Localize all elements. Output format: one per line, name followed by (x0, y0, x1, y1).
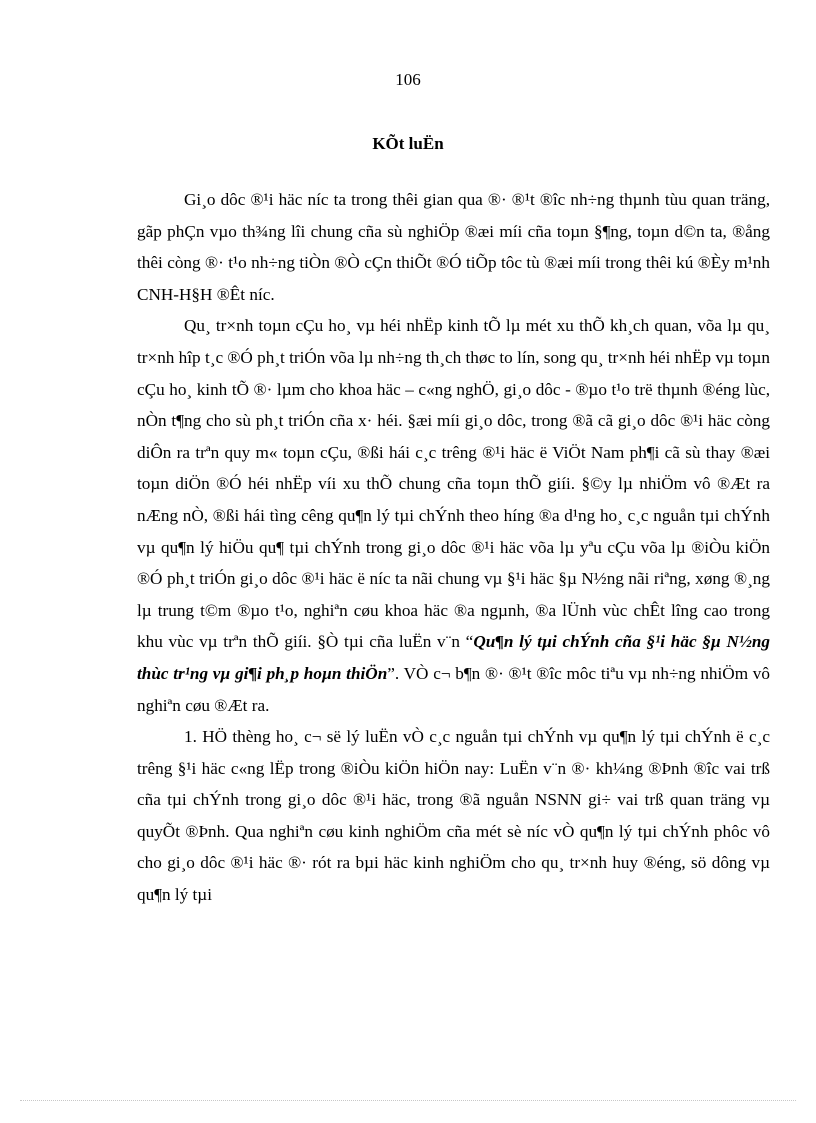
paragraph-2 (137, 310, 770, 721)
page-number: 106 (395, 70, 421, 89)
paragraph-2-text-a: Qu¸ tr×nh toµn cÇu ho¸ vµ héi nhËp kinh tÕ lµ mét xu thÕ kh¸ch quan, võa lµ qu¸ tr×nh hîp t¸c ®Ó ph¸t triÓn võa lµ nh÷ng th¸ch thøc to lín, song qu¸ tr×nh héi nhËp vµ toµn cÇu ho¸ kinh tÕ ®· lµm cho khoa häc – c«ng nghÖ, gi¸o dôc - ®µo t¹o trë thµnh ®éng lùc, nÒn t¶ng cho sù ph¸t triÓn cña x· héi. §æi míi gi¸o dôc, trong ®ã cã gi¸o dôc ®¹i häc còng diÔn ra trªn quy m« toµn cÇu, ®ßi hái c¸c trêng ®¹i häc ë ViÖt Nam ph¶i cã sù thay ®æi toµn diÖn ®Ó héi nhËp víi xu thÕ chung cña toµn thÕ giíi. §©y lµ nhiÖm vô ®Æt ra nÆng nÒ, ®ßi hái tìng cêng qu¶n lý tµi chÝnh theo híng ®a d¹ng ho¸ c¸c nguån tµi chÝnh vµ qu¶n lý hiÖu qu¶ tµi chÝnh trong gi¸o dôc ®¹i häc võa lµ yªu cÇu võa lµ ®iÒu kiÖn ®Ó ph¸t triÓn gi¸o dôc ®¹i häc ë níc ta nãi chung vµ §¹i häc §µ N½ng nãi riªng, xøng ®¸ng lµ trung t©m ®µo t¹o, nghiªn cøu khoa häc ®a ngµnh, ®a lÜnh vùc chÊt lîng cao trong khu vùc vµ trªn thÕ giíi. §Ò tµi cña luËn v¨n “ (137, 316, 770, 652)
body-text (137, 184, 770, 911)
page-title: KÕt luËn (372, 134, 444, 153)
paragraph-1: Gi¸o dôc ®¹i häc níc ta trong thêi gian qua ®· ®¹t ®îc nh÷ng thµnh tùu quan träng, gãp phÇn vµo th¾ng lîi chung cña sù nghiÖp ®æi míi cña toµn §¶ng, toµn d©n ta, ®ång thêi còng ®· t¹o nh÷ng tiÒn ®Ò cÇn thiÕt ®Ó tiÕp tôc tù ®æi míi trong thêi kú ®Èy m¹nh CNH-H§H ®Êt níc. (137, 190, 770, 304)
paragraph-3: 1. HÖ thèng ho¸ c¬ së lý luËn vÒ c¸c nguån tµi chÝnh vµ qu¶n lý tµi chÝnh ë c¸c trêng §¹i häc c«ng lËp trong ®iÒu kiÖn hiÖn nay: LuËn v¨n ®· kh¼ng ®Þnh ®îc vai trß cña tµi chÝnh trong gi¸o dôc ®¹i häc, trong ®ã nguån NSNN gi÷ vai trß quan träng vµ quyÕt ®Þnh. Qua nghiªn cøu kinh nghiÖm cña mét sè níc vÒ qu¶n lý tµi chÝnh phôc vô cho gi¸o dôc ®¹i häc ®· rót ra bµi häc kinh nghiÖm cho qu¸ tr×nh huy ®éng, sö dông vµ qu¶n lý tµi (137, 727, 770, 905)
paragraph-2-text-b: ”. VÒ c¬ b¶n ®· ®¹t ®îc môc tiªu vµ nh÷ng nhiÖm vô nghiªn cøu ®Æt ra. (137, 663, 770, 715)
page-bottom-divider (20, 1100, 796, 1101)
thesis-title-reference: Qu¶n lý tµi chÝnh cña §¹i häc §µ N½ng thùc tr¹ng vµ gi¶i ph¸p hoµn thiÖn (137, 632, 770, 683)
